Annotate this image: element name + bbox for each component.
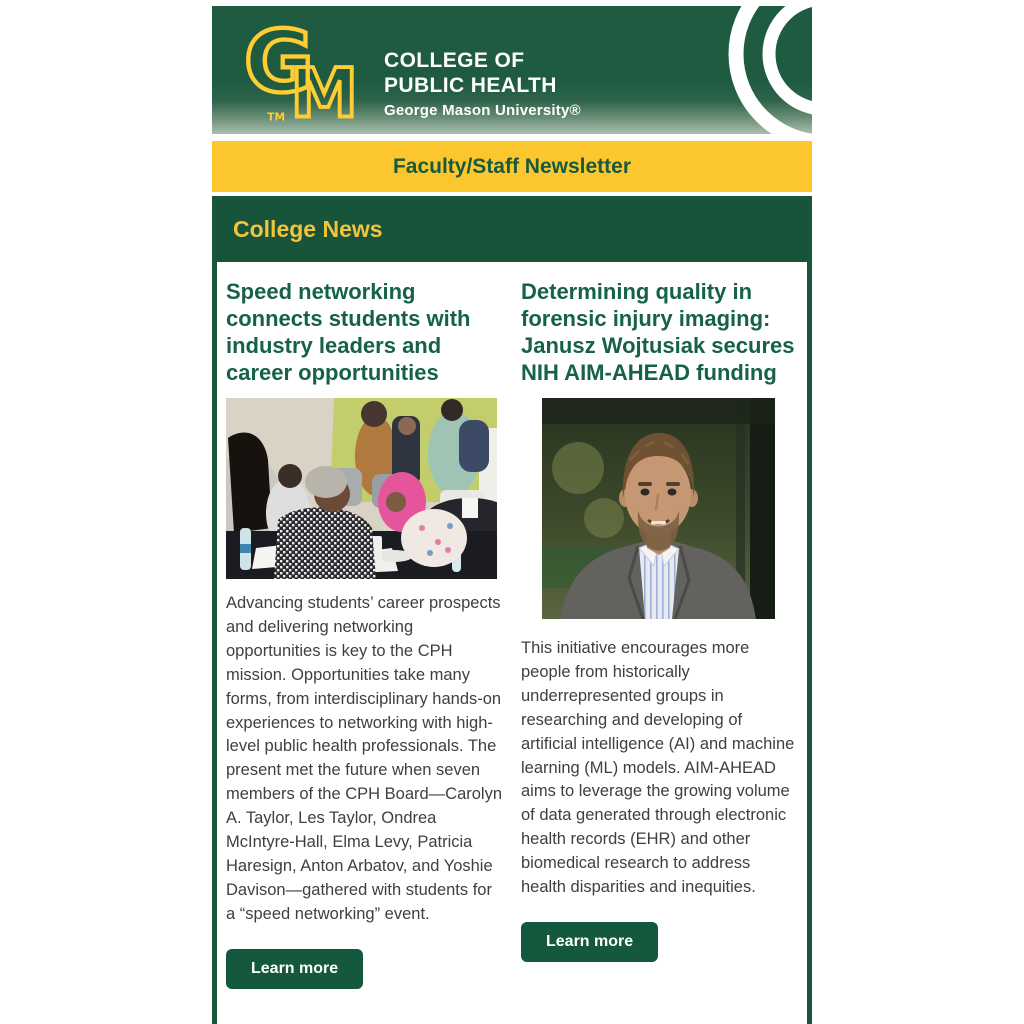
college-name-line2: PUBLIC HEALTH: [384, 73, 557, 97]
college-wordmark: [384, 22, 581, 119]
college-brand: [242, 14, 581, 126]
svg-text:M: M: [290, 53, 358, 126]
spacer: [212, 134, 812, 141]
svg-text:TM: TM: [267, 110, 286, 124]
newsletter-title: Faculty/Staff Newsletter: [392, 154, 632, 178]
article-image-networking-event: [226, 398, 503, 579]
concentric-circles-icon: [667, 6, 812, 134]
gm-monogram-icon: [242, 14, 368, 126]
newsletter-title-banner: [212, 141, 812, 192]
svg-text:G: G: [243, 14, 314, 113]
newsletter-email: [212, 0, 812, 1024]
section-title: College News: [233, 215, 383, 242]
article-image-portrait: [521, 398, 795, 624]
masthead-banner: [212, 6, 812, 134]
article-headline: Speed networking connects students with industry leaders and career opportunities: [226, 279, 471, 385]
article-body: This initiative encourages more people from historically underrepresented groups in researching and developing of artificial intelligence (AI) and machine learning (ML) models. AIM-AHEAD aims to leverage the growing volume of data generated through electronic health records (EHR) and other biomedical research to address health disparities and inequities.: [521, 639, 795, 897]
article-headline: Determining quality in forensic injury imaging: Janusz Wojtusiak secures NIH AIM-AHEAD funding: [521, 279, 795, 385]
university-name: George Mason University®: [384, 101, 581, 119]
section-header-banner: [212, 196, 812, 262]
content-panel: [212, 262, 812, 1024]
learn-more-button[interactable]: Learn more: [226, 949, 363, 989]
article-forensic-imaging: [521, 278, 795, 989]
college-name-line1: COLLEGE OF: [384, 48, 525, 72]
learn-more-button[interactable]: Learn more: [521, 922, 658, 962]
article-speed-networking: [226, 278, 503, 989]
article-body: Advancing students’ career prospects and delivering networking opportunities is key to the CPH mission. Opportunities take many forms, from interdisciplinary hands-on experiences to networking with high-level public health professionals. The present met the future when seven members of the CPH Board—Carolyn A. Taylor, Les Taylor, Ondrea McIntyre-Hall, Elma Levy, Patricia Haresign, Anton Arbatov, and Yoshie Davison—gathered with students for a “speed networking” event.: [226, 594, 503, 923]
